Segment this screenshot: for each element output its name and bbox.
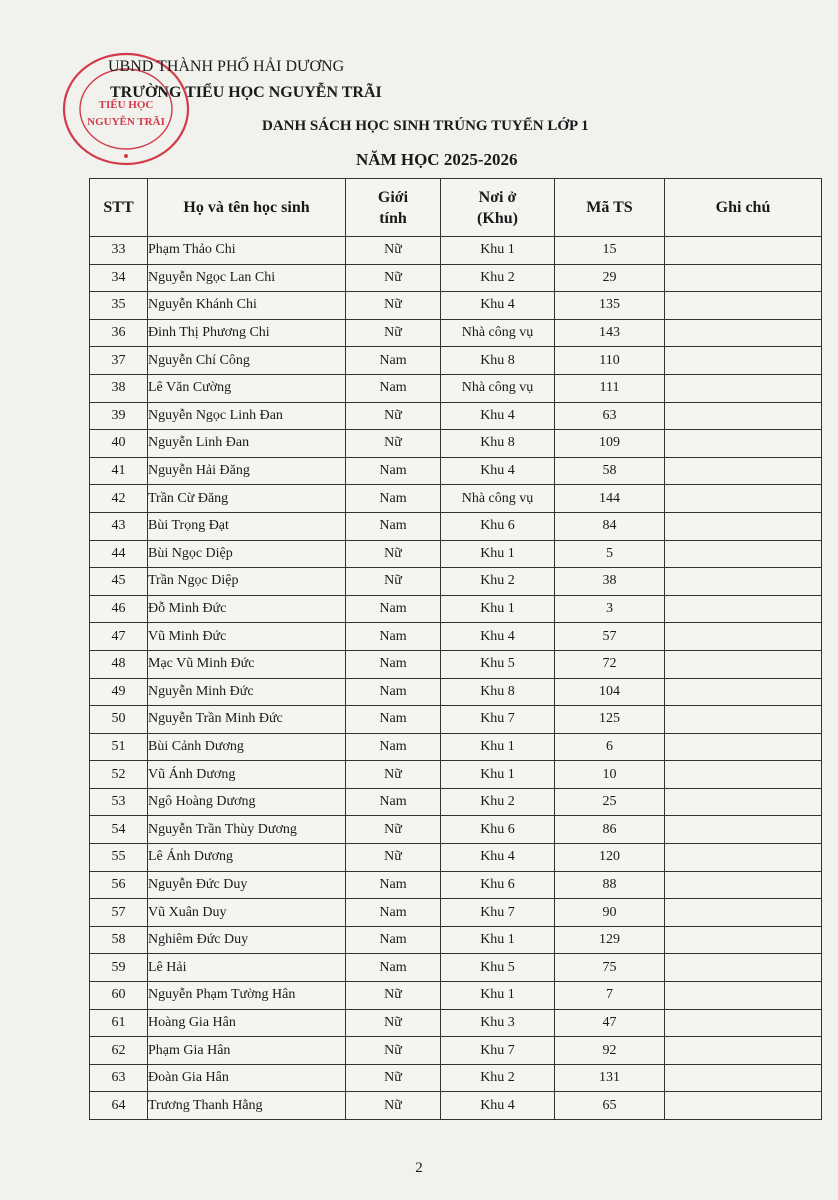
cell-gender: Nam — [346, 926, 441, 954]
cell-name: Đỗ Minh Đức — [148, 595, 346, 623]
col-header-note: Ghi chú — [665, 179, 822, 237]
cell-note — [665, 292, 822, 320]
table-row — [90, 678, 822, 706]
cell-code: 58 — [555, 457, 665, 485]
cell-code: 131 — [555, 1064, 665, 1092]
cell-note — [665, 1092, 822, 1120]
table-row — [90, 788, 822, 816]
table-row — [90, 871, 822, 899]
col-header-stt: STT — [90, 179, 148, 237]
cell-name: Nguyễn Linh Đan — [148, 430, 346, 458]
cell-stt: 56 — [90, 871, 148, 899]
cell-name: Phạm Thảo Chi — [148, 237, 346, 265]
cell-gender: Nam — [346, 595, 441, 623]
cell-gender: Nữ — [346, 761, 441, 789]
cell-name: Nguyễn Đức Duy — [148, 871, 346, 899]
cell-area: Khu 2 — [441, 264, 555, 292]
cell-gender: Nữ — [346, 982, 441, 1010]
cell-code: 47 — [555, 1009, 665, 1037]
cell-gender: Nữ — [346, 540, 441, 568]
cell-note — [665, 982, 822, 1010]
cell-area: Khu 1 — [441, 761, 555, 789]
cell-gender: Nữ — [346, 844, 441, 872]
cell-note — [665, 871, 822, 899]
cell-area: Khu 1 — [441, 237, 555, 265]
cell-note — [665, 457, 822, 485]
cell-gender: Nam — [346, 733, 441, 761]
table-row — [90, 706, 822, 734]
cell-area: Khu 5 — [441, 954, 555, 982]
col-header-name: Họ và tên học sinh — [148, 179, 346, 237]
table-row — [90, 761, 822, 789]
table-row — [90, 457, 822, 485]
table-row — [90, 264, 822, 292]
table-row — [90, 650, 822, 678]
cell-code: 3 — [555, 595, 665, 623]
cell-code: 144 — [555, 485, 665, 513]
cell-name: Nguyễn Hải Đăng — [148, 457, 346, 485]
cell-code: 92 — [555, 1037, 665, 1065]
cell-gender: Nữ — [346, 568, 441, 596]
cell-gender: Nam — [346, 457, 441, 485]
cell-gender: Nữ — [346, 264, 441, 292]
stamp-line2: NGUYỄN TRÃI — [87, 116, 165, 128]
table-row — [90, 1064, 822, 1092]
cell-code: 25 — [555, 788, 665, 816]
cell-note — [665, 623, 822, 651]
cell-stt: 54 — [90, 816, 148, 844]
cell-gender: Nam — [346, 512, 441, 540]
cell-area: Khu 2 — [441, 568, 555, 596]
cell-stt: 46 — [90, 595, 148, 623]
col-header-gender — [346, 179, 441, 237]
cell-gender: Nam — [346, 650, 441, 678]
cell-note — [665, 733, 822, 761]
cell-stt: 61 — [90, 1009, 148, 1037]
cell-note — [665, 237, 822, 265]
cell-area: Khu 6 — [441, 512, 555, 540]
cell-note — [665, 568, 822, 596]
table-row — [90, 347, 822, 375]
table-row — [90, 623, 822, 651]
cell-stt: 48 — [90, 650, 148, 678]
cell-name: Ngô Hoàng Dương — [148, 788, 346, 816]
table-row — [90, 844, 822, 872]
cell-name: Vũ Ánh Dương — [148, 761, 346, 789]
cell-area: Khu 1 — [441, 733, 555, 761]
org-name: UBND THÀNH PHỐ HẢI DƯƠNG — [108, 58, 345, 75]
cell-name: Nguyễn Trần Thùy Dương — [148, 816, 346, 844]
table-row — [90, 954, 822, 982]
col-header-area-line2: (Khu) — [477, 209, 518, 227]
stamp-line1: TIỂU HỌC — [98, 99, 154, 111]
cell-name: Trần Ngọc Diệp — [148, 568, 346, 596]
cell-area: Nhà công vụ — [441, 319, 555, 347]
col-header-gender-line2: tính — [379, 209, 407, 227]
cell-code: 65 — [555, 1092, 665, 1120]
cell-code: 109 — [555, 430, 665, 458]
cell-area: Khu 3 — [441, 1009, 555, 1037]
col-header-code: Mã TS — [555, 179, 665, 237]
table-row — [90, 319, 822, 347]
cell-area: Khu 1 — [441, 926, 555, 954]
cell-note — [665, 595, 822, 623]
cell-area: Khu 8 — [441, 347, 555, 375]
cell-gender: Nam — [346, 899, 441, 927]
cell-area: Khu 6 — [441, 816, 555, 844]
cell-gender: Nam — [346, 347, 441, 375]
table-row — [90, 402, 822, 430]
cell-name: Mạc Vũ Minh Đức — [148, 650, 346, 678]
cell-area: Khu 4 — [441, 623, 555, 651]
cell-note — [665, 816, 822, 844]
cell-note — [665, 512, 822, 540]
table-row — [90, 1092, 822, 1120]
cell-note — [665, 650, 822, 678]
cell-gender: Nữ — [346, 292, 441, 320]
cell-note — [665, 1009, 822, 1037]
cell-name: Trương Thanh Hằng — [148, 1092, 346, 1120]
cell-gender: Nữ — [346, 816, 441, 844]
cell-stt: 38 — [90, 374, 148, 402]
cell-code: 10 — [555, 761, 665, 789]
cell-name: Đinh Thị Phương Chi — [148, 319, 346, 347]
cell-stt: 64 — [90, 1092, 148, 1120]
cell-stt: 43 — [90, 512, 148, 540]
cell-gender: Nữ — [346, 1092, 441, 1120]
table-row — [90, 899, 822, 927]
cell-code: 104 — [555, 678, 665, 706]
cell-area: Khu 5 — [441, 650, 555, 678]
cell-note — [665, 485, 822, 513]
table-row — [90, 595, 822, 623]
school-name: TRƯỜNG TIỂU HỌC NGUYỄN TRÃI — [110, 84, 382, 101]
col-header-gender-line1: Giới — [377, 188, 409, 206]
cell-code: 29 — [555, 264, 665, 292]
cell-code: 57 — [555, 623, 665, 651]
cell-note — [665, 540, 822, 568]
cell-code: 143 — [555, 319, 665, 347]
cell-note — [665, 264, 822, 292]
cell-stt: 45 — [90, 568, 148, 596]
cell-area: Khu 8 — [441, 678, 555, 706]
cell-name: Bùi Cảnh Dương — [148, 733, 346, 761]
cell-stt: 42 — [90, 485, 148, 513]
cell-stt: 52 — [90, 761, 148, 789]
cell-code: 110 — [555, 347, 665, 375]
cell-note — [665, 430, 822, 458]
cell-gender: Nam — [346, 485, 441, 513]
cell-gender: Nữ — [346, 430, 441, 458]
cell-gender: Nam — [346, 374, 441, 402]
cell-note — [665, 926, 822, 954]
table-header-row — [90, 179, 822, 237]
cell-code: 63 — [555, 402, 665, 430]
cell-area: Khu 4 — [441, 844, 555, 872]
cell-area: Khu 4 — [441, 402, 555, 430]
cell-gender: Nam — [346, 788, 441, 816]
cell-code: 6 — [555, 733, 665, 761]
cell-area: Khu 2 — [441, 788, 555, 816]
cell-note — [665, 1037, 822, 1065]
cell-code: 88 — [555, 871, 665, 899]
cell-name: Trần Cừ Đăng — [148, 485, 346, 513]
cell-code: 86 — [555, 816, 665, 844]
cell-code: 5 — [555, 540, 665, 568]
cell-note — [665, 706, 822, 734]
cell-area: Khu 1 — [441, 982, 555, 1010]
cell-stt: 58 — [90, 926, 148, 954]
cell-code: 125 — [555, 706, 665, 734]
cell-name: Đoàn Gia Hân — [148, 1064, 346, 1092]
cell-stt: 49 — [90, 678, 148, 706]
table-row — [90, 982, 822, 1010]
cell-code: 135 — [555, 292, 665, 320]
school-year: NĂM HỌC 2025-2026 — [356, 150, 518, 169]
cell-gender: Nữ — [346, 1064, 441, 1092]
cell-stt: 35 — [90, 292, 148, 320]
table-row — [90, 733, 822, 761]
cell-name: Nguyễn Ngọc Lan Chi — [148, 264, 346, 292]
cell-stt: 55 — [90, 844, 148, 872]
cell-note — [665, 899, 822, 927]
cell-stt: 50 — [90, 706, 148, 734]
cell-area: Khu 2 — [441, 1064, 555, 1092]
cell-note — [665, 402, 822, 430]
cell-gender: Nữ — [346, 1037, 441, 1065]
cell-stt: 63 — [90, 1064, 148, 1092]
cell-gender: Nam — [346, 954, 441, 982]
cell-area: Khu 7 — [441, 706, 555, 734]
cell-note — [665, 844, 822, 872]
cell-name: Hoàng Gia Hân — [148, 1009, 346, 1037]
cell-stt: 57 — [90, 899, 148, 927]
cell-note — [665, 761, 822, 789]
cell-gender: Nữ — [346, 319, 441, 347]
cell-code: 129 — [555, 926, 665, 954]
cell-area: Khu 8 — [441, 430, 555, 458]
document-title: DANH SÁCH HỌC SINH TRÚNG TUYỂN LỚP 1 — [262, 118, 589, 134]
cell-code: 15 — [555, 237, 665, 265]
cell-area: Khu 7 — [441, 1037, 555, 1065]
cell-code: 111 — [555, 374, 665, 402]
cell-code: 7 — [555, 982, 665, 1010]
cell-code: 72 — [555, 650, 665, 678]
cell-name: Bùi Trọng Đạt — [148, 512, 346, 540]
cell-name: Nguyễn Phạm Tường Hân — [148, 982, 346, 1010]
student-table — [89, 178, 822, 1120]
cell-name: Phạm Gia Hân — [148, 1037, 346, 1065]
table-row — [90, 292, 822, 320]
table-row — [90, 540, 822, 568]
cell-gender: Nữ — [346, 1009, 441, 1037]
cell-stt: 39 — [90, 402, 148, 430]
cell-stt: 36 — [90, 319, 148, 347]
table-row — [90, 1037, 822, 1065]
cell-name: Nguyễn Chí Công — [148, 347, 346, 375]
cell-area: Khu 1 — [441, 595, 555, 623]
cell-stt: 41 — [90, 457, 148, 485]
cell-name: Nguyễn Khánh Chi — [148, 292, 346, 320]
cell-gender: Nữ — [346, 237, 441, 265]
cell-area: Nhà công vụ — [441, 485, 555, 513]
cell-stt: 40 — [90, 430, 148, 458]
cell-stt: 34 — [90, 264, 148, 292]
cell-gender: Nữ — [346, 402, 441, 430]
cell-area: Khu 6 — [441, 871, 555, 899]
table-row — [90, 430, 822, 458]
cell-stt: 62 — [90, 1037, 148, 1065]
table-row — [90, 1009, 822, 1037]
cell-note — [665, 954, 822, 982]
cell-stt: 44 — [90, 540, 148, 568]
cell-name: Nghiêm Đức Duy — [148, 926, 346, 954]
table-row — [90, 485, 822, 513]
cell-stt: 33 — [90, 237, 148, 265]
cell-name: Vũ Minh Đức — [148, 623, 346, 651]
cell-area: Khu 4 — [441, 292, 555, 320]
table-row — [90, 237, 822, 265]
cell-stt: 47 — [90, 623, 148, 651]
cell-stt: 51 — [90, 733, 148, 761]
cell-gender: Nam — [346, 871, 441, 899]
cell-stt: 53 — [90, 788, 148, 816]
table-row — [90, 816, 822, 844]
cell-name: Nguyễn Ngọc Linh Đan — [148, 402, 346, 430]
cell-gender: Nam — [346, 706, 441, 734]
cell-name: Bùi Ngọc Diệp — [148, 540, 346, 568]
cell-code: 84 — [555, 512, 665, 540]
col-header-area — [441, 179, 555, 237]
page-number: 2 — [415, 1160, 423, 1176]
cell-name: Nguyễn Minh Đức — [148, 678, 346, 706]
table-row — [90, 374, 822, 402]
table-body — [90, 237, 822, 1120]
cell-code: 75 — [555, 954, 665, 982]
cell-area: Khu 7 — [441, 899, 555, 927]
cell-gender: Nam — [346, 678, 441, 706]
cell-area: Khu 4 — [441, 457, 555, 485]
cell-note — [665, 1064, 822, 1092]
table-row — [90, 568, 822, 596]
cell-name: Lê Văn Cường — [148, 374, 346, 402]
cell-note — [665, 319, 822, 347]
table-row — [90, 512, 822, 540]
cell-name: Lê Hải — [148, 954, 346, 982]
cell-name: Lê Ánh Dương — [148, 844, 346, 872]
col-header-area-line1: Nơi ở — [478, 188, 517, 206]
table-row — [90, 926, 822, 954]
cell-stt: 37 — [90, 347, 148, 375]
cell-stt: 59 — [90, 954, 148, 982]
cell-code: 90 — [555, 899, 665, 927]
cell-note — [665, 347, 822, 375]
cell-stt: 60 — [90, 982, 148, 1010]
cell-note — [665, 678, 822, 706]
cell-code: 38 — [555, 568, 665, 596]
cell-note — [665, 374, 822, 402]
cell-gender: Nam — [346, 623, 441, 651]
cell-name: Vũ Xuân Duy — [148, 899, 346, 927]
cell-note — [665, 788, 822, 816]
cell-area: Khu 1 — [441, 540, 555, 568]
cell-area: Nhà công vụ — [441, 374, 555, 402]
cell-area: Khu 4 — [441, 1092, 555, 1120]
cell-code: 120 — [555, 844, 665, 872]
cell-name: Nguyễn Trần Minh Đức — [148, 706, 346, 734]
